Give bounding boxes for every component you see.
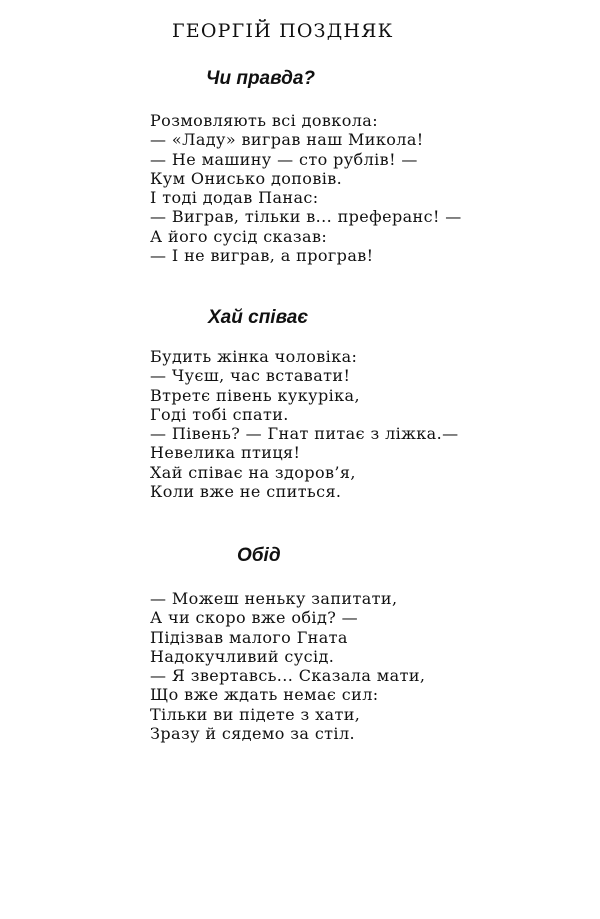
poem-line: — Я звертавсь... Сказала мати, bbox=[150, 666, 426, 686]
poem-line: Зразу й сядемо за стіл. bbox=[150, 724, 355, 744]
poem-line: — Півень? — Гнат питає з ліжка.— bbox=[150, 424, 459, 444]
poem-line: — Виграв, тільки в... преферанс! — bbox=[150, 207, 462, 227]
poem-line: А чи скоро вже обід? — bbox=[150, 608, 359, 628]
poem-line: — Чуєш, час вставати! bbox=[150, 366, 351, 386]
poem-stanza bbox=[150, 589, 425, 743]
poem-line: — Не машину — сто рублів! — bbox=[150, 149, 418, 169]
poem-line: Тільки ви підете з хати, bbox=[150, 704, 361, 724]
poem-line: Кум Онисько доповів. bbox=[150, 168, 343, 188]
poem-line: — І не виграв, а програв! bbox=[150, 246, 374, 266]
author-name: ГЕОРГІЙ ПОЗДНЯК bbox=[172, 20, 394, 42]
poem-stanza bbox=[150, 347, 459, 501]
poem-line: Невелика птиця! bbox=[150, 443, 301, 463]
poem-line: Годі тобі спати. bbox=[150, 404, 289, 424]
poem-line: — Можеш неньку запитати, bbox=[150, 589, 398, 608]
poem-line: І тоді додав Панас: bbox=[150, 188, 319, 208]
poem-title: Хай співає bbox=[208, 307, 309, 328]
poem-line: Розмовляють всі довкола: bbox=[150, 111, 379, 130]
poem-line: Що вже ждать немає сил: bbox=[150, 685, 379, 705]
poem-line: А його сусід сказав: bbox=[150, 226, 328, 246]
poem-line: Підізвав малого Гната bbox=[150, 627, 348, 647]
poem-line: Коли вже не спиться. bbox=[150, 482, 342, 502]
poem-line: Надокучливий сусід. bbox=[150, 646, 335, 666]
poem-line: Втретє півень кукуріка, bbox=[150, 385, 360, 405]
poem-line: — «Ладу» виграв наш Микола! bbox=[150, 130, 424, 150]
poem-stanza bbox=[150, 111, 462, 265]
poem-title: Обід bbox=[237, 545, 281, 566]
poem-line: Будить жінка чоловіка: bbox=[150, 347, 358, 366]
poem-title: Чи правда? bbox=[206, 68, 316, 89]
poem-line: Хай співає на здоров’я, bbox=[150, 462, 356, 482]
